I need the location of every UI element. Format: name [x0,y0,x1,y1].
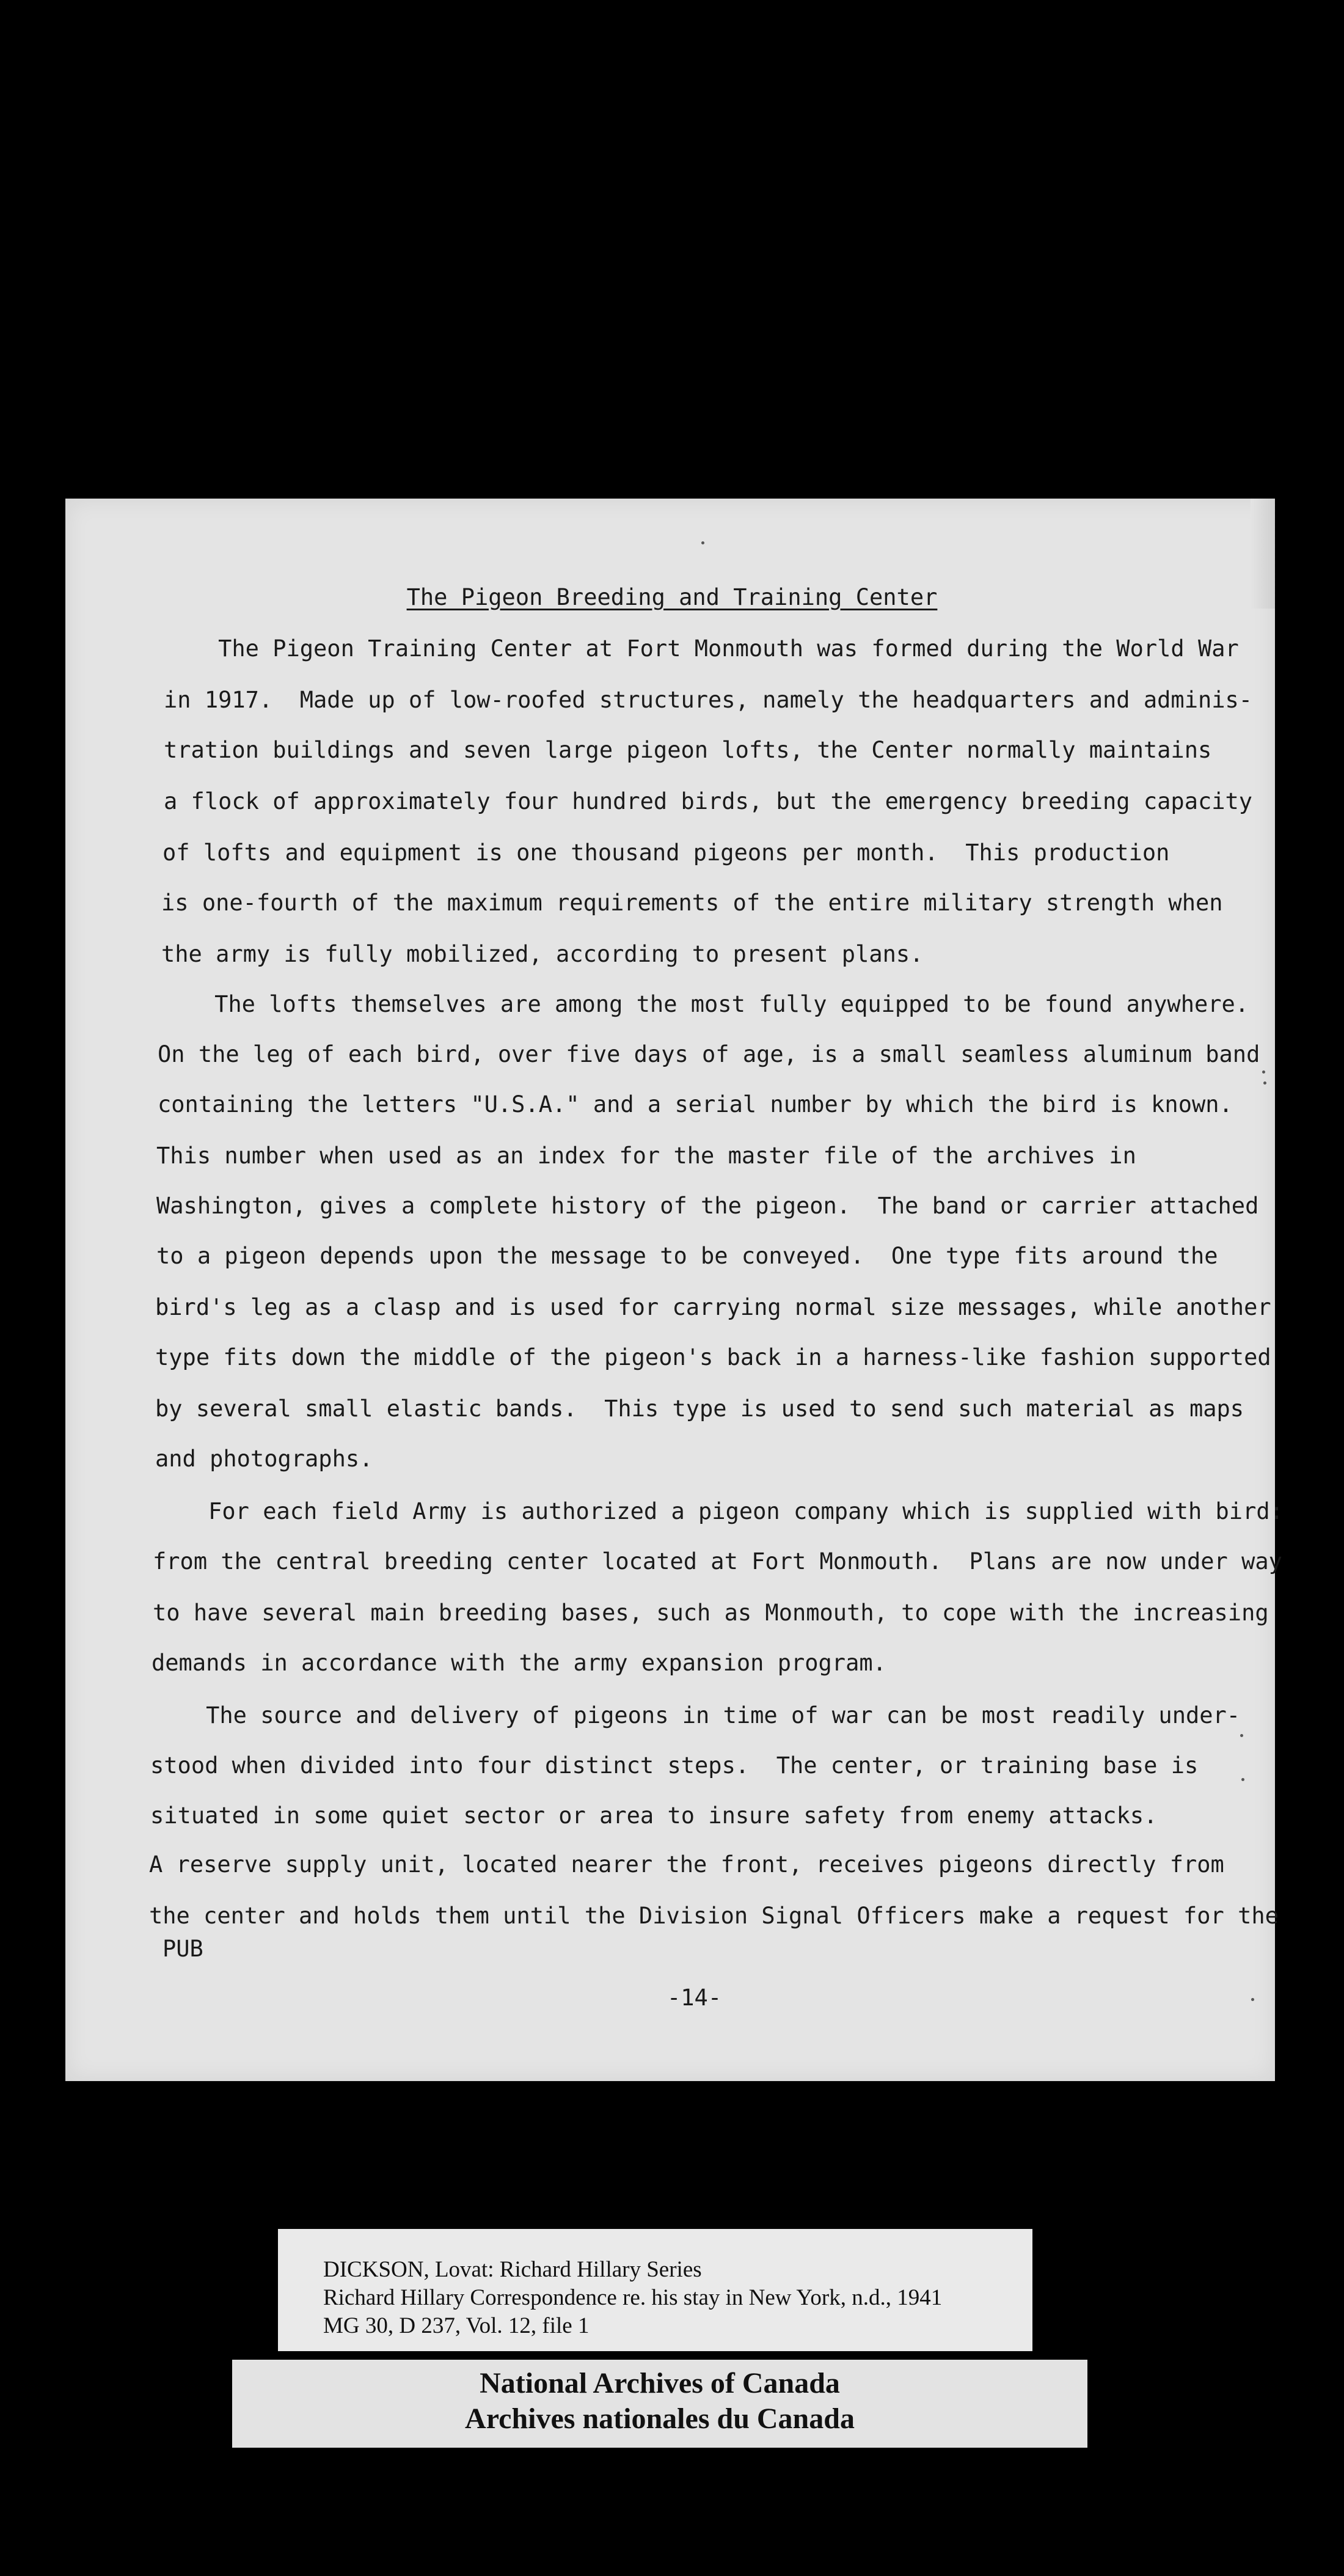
body-line: situated in some quiet sector or area to insure safety from enemy attacks. [150,1802,1158,1829]
body-line: The Pigeon Training Center at Fort Monmouth was formed during the World War [164,635,1239,662]
body-line: is one-fourth of the maximum requirements of the entire military strength when [161,890,1223,916]
scan-speck [1251,1998,1254,2001]
pub-stamp: PUB [163,1936,203,1962]
body-line: from the central breeding center located at Fort Monmouth. Plans are now under way [153,1548,1282,1575]
scan-speck [1262,1070,1265,1074]
body-line: type fits down the middle of the pigeon's back in a harness-like fashion supported [155,1344,1271,1370]
document-page [65,499,1275,2081]
body-line: in 1917. Made up of low-roofed structures, namely the headquarters and adminis- [164,687,1253,713]
body-line: This number when used as an index for the master file of the archives in [156,1143,1136,1169]
catalog-label [278,2229,1032,2351]
catalog-reference: MG 30, D 237, Vol. 12, file 1 [323,2313,590,2338]
body-line: bird's leg as a clasp and is used for carrying normal size messages, while another [155,1294,1271,1320]
scan-speck [1263,1081,1266,1085]
body-line: Washington, gives a complete history of the pigeon. The band or carrier attached [156,1193,1259,1219]
body-line: to have several main breeding bases, such as Monmouth, to cope with the increasing [153,1600,1269,1626]
body-line: For each field Army is authorized a pigeon company which is supplied with bird: [154,1498,1284,1524]
body-line: the army is fully mobilized, according to present plans. [161,941,924,967]
body-line: stood when divided into four distinct steps. The center, or training base is [150,1752,1199,1779]
body-line: A reserve supply unit, located nearer the front, receives pigeons directly from [149,1851,1224,1878]
page-number: -14- [667,1985,722,2011]
catalog-series: DICKSON, Lovat: Richard Hillary Series [323,2257,702,2282]
document-title: The Pigeon Breeding and Training Center [406,584,938,610]
scan-speck [1240,1734,1243,1737]
body-line: of lofts and equipment is one thousand pigeons per month. This production [163,840,1170,866]
scan-speck [701,541,704,544]
archives-banner [232,2360,1087,2448]
archives-name-english: National Archives of Canada [480,2367,840,2399]
body-line: the center and holds them until the Division Signal Officers make a request for the [149,1903,1279,1929]
body-line: The lofts themselves are among the most fully equipped to be found anywhere. [160,991,1249,1017]
catalog-description: Richard Hillary Correspondence re. his stay in New York, n.d., 1941 [323,2285,943,2310]
body-line: by several small elastic bands. This type is used to send such material as maps [155,1396,1244,1422]
body-line: and photographs. [155,1446,373,1472]
body-line: tration buildings and seven large pigeon lofts, the Center normally maintains [164,737,1212,763]
body-line: On the leg of each bird, over five days of age, is a small seamless aluminum band [158,1041,1260,1067]
body-line: The source and delivery of pigeons in time of war can be most readily under- [152,1702,1241,1729]
body-line: a flock of approximately four hundred birds, but the emergency breeding capacity [164,788,1253,814]
body-line: containing the letters "U.S.A." and a serial number by which the bird is known. [158,1091,1233,1118]
body-line: to a pigeon depends upon the message to be conveyed. One type fits around the [156,1243,1218,1269]
archives-name-french: Archives nationales du Canada [465,2402,855,2435]
body-line: demands in accordance with the army expansion program. [152,1650,886,1676]
scan-speck [1241,1778,1244,1781]
